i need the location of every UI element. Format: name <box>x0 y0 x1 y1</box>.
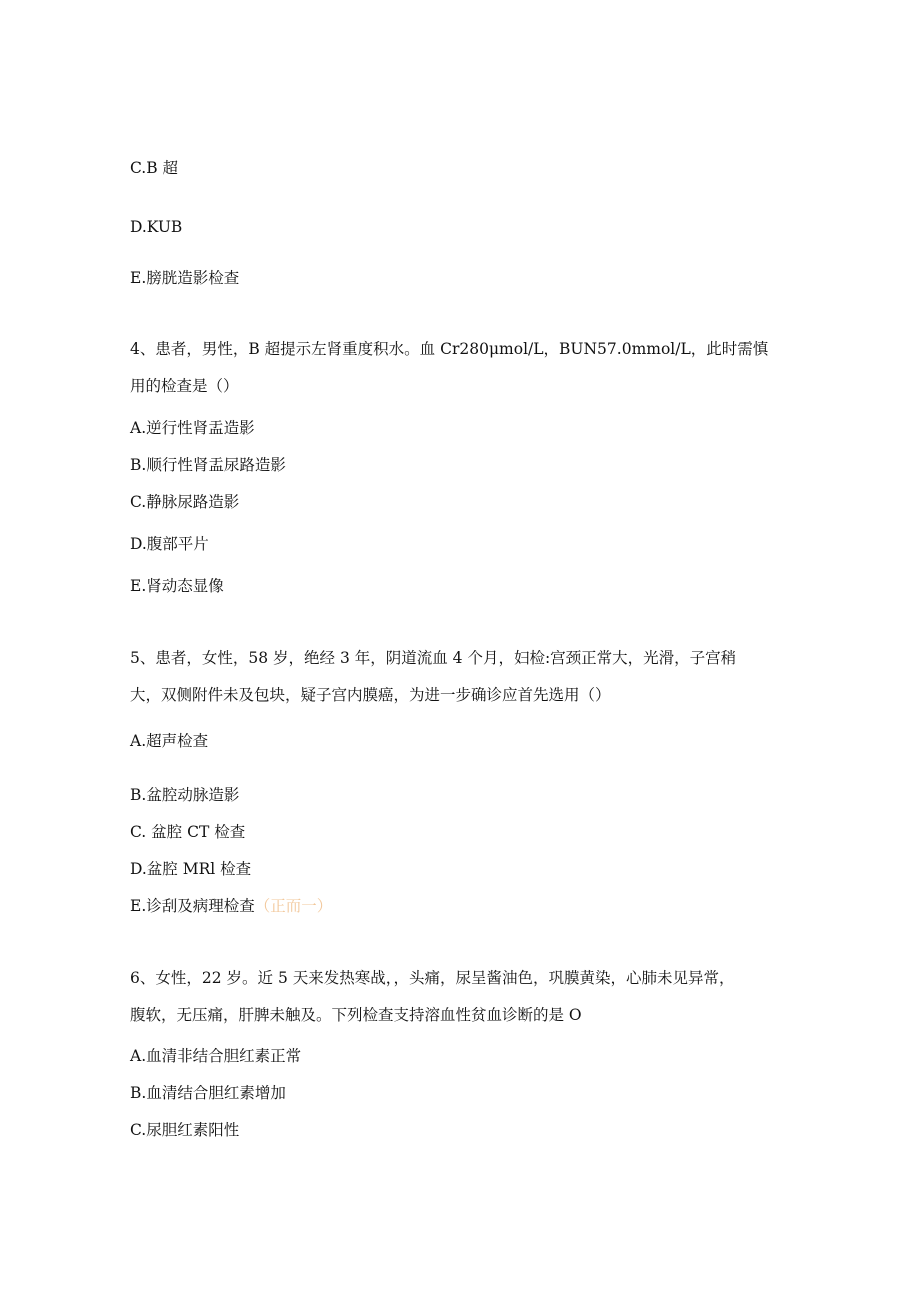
q5-option-d: D.盆腔 MRl 检查 <box>130 860 252 878</box>
q6-stem-line1: 6、女性，22 岁。近 5 天来发热寒战，，头痛，尿呈酱油色，巩膜黄染，心肺未见异常， <box>130 969 735 987</box>
q6-option-c: C.尿胆红素阳性 <box>130 1121 240 1139</box>
q4-option-b: B.顺行性肾盂尿路造影 <box>130 456 286 474</box>
q5-option-c: C. 盆腔 CT 检查 <box>130 823 246 841</box>
q4-option-d: D.腹部平片 <box>130 535 209 553</box>
q3-option-d: D.KUB <box>130 218 183 236</box>
q4-option-e: E.肾动态显像 <box>130 577 224 595</box>
q3-option-c: C.B 超 <box>130 159 179 177</box>
q5-option-b: B.盆腔动脉造影 <box>130 786 240 804</box>
q3-option-e: E.膀胱造影检查 <box>130 269 240 287</box>
q5-option-a: A.超声检查 <box>130 732 209 750</box>
q5-option-e <box>130 895 332 917</box>
q6-option-b: B.血清结合胆红素增加 <box>130 1084 286 1102</box>
q5-option-e-text: E.诊刮及病理检查 <box>130 897 255 915</box>
q6-stem-line2: 腹软，无压痛，肝脾未触及。下列检查支持溶血性贫血诊断的是 O <box>130 1006 582 1024</box>
q6-option-a: A.血清非结合胆红素正常 <box>130 1047 302 1065</box>
q4-stem-line2: 用的检查是（） <box>130 377 239 395</box>
answer-mark: （正而一） <box>254 897 333 915</box>
q4-option-a: A.逆行性肾盂造影 <box>130 419 255 437</box>
q4-stem-line1: 4、患者，男性，B 超提示左肾重度积水。血 Cr280μmol/L，BUN57.0mmol/L，此时需慎 <box>130 340 769 358</box>
q4-option-c: C.静脉尿路造影 <box>130 493 240 511</box>
q5-stem-line2: 大，双侧附件未及包块，疑子宫内膜癌，为进一步确诊应首先选用（） <box>130 686 611 704</box>
q5-stem-line1: 5、患者，女性，58 岁，绝经 3 年，阴道流血 4 个月，妇检:宫颈正常大，光滑，子宫稍 <box>130 649 737 667</box>
